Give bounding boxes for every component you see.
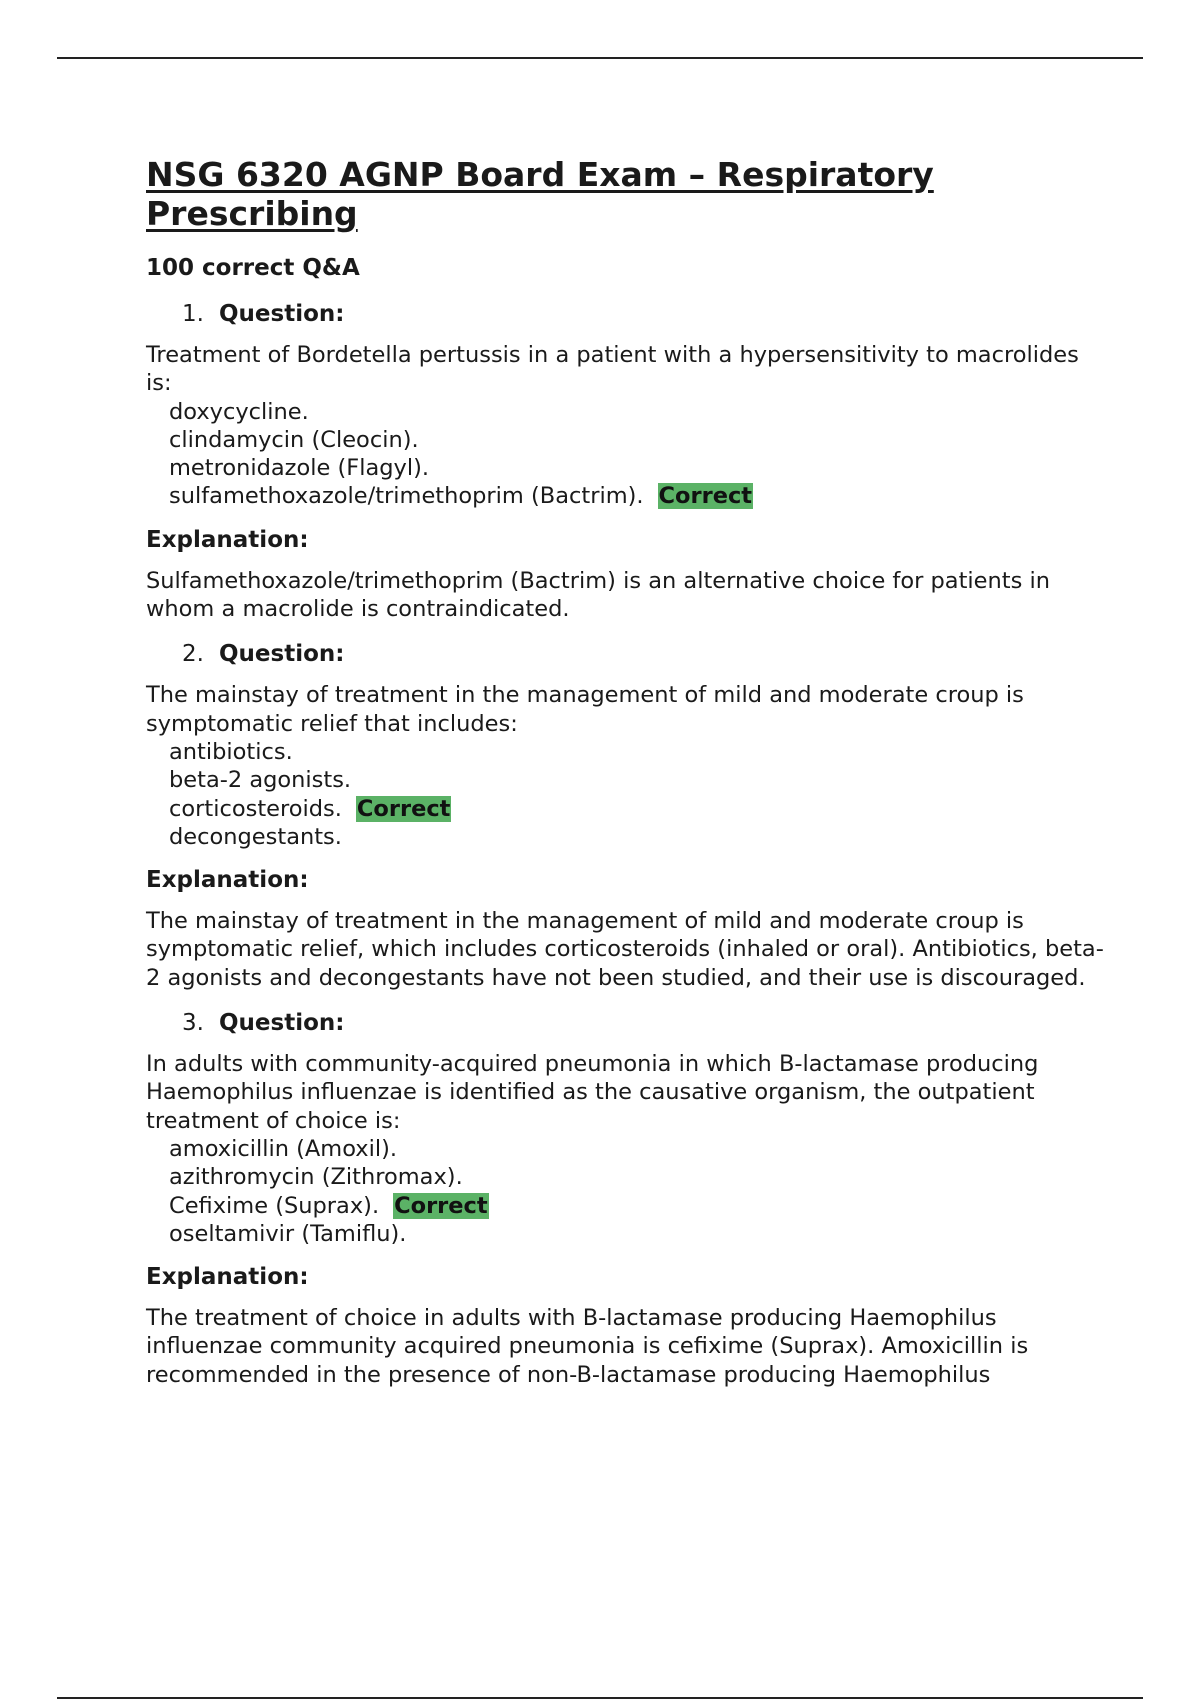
answer-option-text: sulfamethoxazole/trimethoprim (Bactrim). <box>169 483 644 510</box>
answer-options <box>146 398 1106 511</box>
answer-option <box>146 1192 1106 1220</box>
answer-option-text: decongestants. <box>169 823 342 850</box>
correct-badge: Correct <box>356 795 451 822</box>
question-list <box>146 299 1106 1389</box>
question-label: Question: <box>219 641 345 668</box>
answer-option-text: azithromycin (Zithromax). <box>169 1164 463 1191</box>
correct-badge: Correct <box>658 483 753 510</box>
question-label: Question: <box>219 301 345 327</box>
question-block <box>146 639 1106 992</box>
explanation-heading: Explanation: <box>146 526 309 553</box>
answer-option-text: beta-2 agonists. <box>169 767 352 794</box>
question-heading <box>146 1008 1106 1038</box>
question-label: Question: <box>219 1010 345 1037</box>
question-number: 2. <box>182 641 204 668</box>
answer-option-text: amoxicillin (Amoxil). <box>169 1135 398 1162</box>
answer-options <box>146 738 1106 851</box>
document-subtitle: 100 correct Q&A <box>146 255 360 281</box>
answer-option <box>146 795 1106 823</box>
answer-option <box>146 738 1106 766</box>
answer-option <box>146 1220 1106 1248</box>
answer-option <box>146 398 1106 426</box>
bottom-rule <box>57 1697 1143 1699</box>
document-title: NSG 6320 AGNP Board Exam – Respiratory Prescribing <box>146 155 934 233</box>
answer-option-text: metronidazole (Flagyl). <box>169 455 430 482</box>
question-block <box>146 1008 1106 1389</box>
document-body <box>146 155 1106 1389</box>
answer-option-text: doxycycline. <box>169 398 309 425</box>
explanation-heading: Explanation: <box>146 1264 309 1291</box>
question-number: 3. <box>182 1010 204 1037</box>
answer-option-text: oseltamivir (Tamiflu). <box>169 1220 407 1247</box>
answer-option-text: clindamycin (Cleocin). <box>169 426 419 453</box>
question-text: The mainstay of treatment in the management of mild and moderate croup is symptomatic relief that includes: <box>146 682 1024 737</box>
answer-option-text: antibiotics. <box>169 738 293 765</box>
answer-option-text: corticosteroids. <box>169 795 342 822</box>
correct-badge: Correct <box>394 1192 488 1219</box>
question-heading <box>146 639 1106 669</box>
explanation-text: Sulfamethoxazole/trimethoprim (Bactrim) is an alternative choice for patients in whom a macrolide is contraindicated. <box>146 567 1050 623</box>
question-text: In adults with community-acquired pneumonia in which B-lactamase producing Haemophilus influenzae is identified as the causative organism, the outpatient treatment of choice is: <box>146 1051 1039 1134</box>
answer-option <box>146 426 1106 454</box>
answer-option <box>146 454 1106 482</box>
answer-option-text: Cefixime (Suprax). <box>169 1192 380 1219</box>
explanation-heading: Explanation: <box>146 867 309 894</box>
answer-option <box>146 482 1106 510</box>
answer-option <box>146 766 1106 794</box>
answer-option <box>146 1163 1106 1191</box>
explanation-text: The treatment of choice in adults with B-lactamase producing Haemophilus influenzae community acquired pneumonia is cefixime (Suprax). Amoxicillin is recommended in the presence of non-B-lactamase producing Haemophilus <box>146 1305 1029 1388</box>
answer-option <box>146 1135 1106 1163</box>
answer-option <box>146 823 1106 851</box>
question-number: 1. <box>182 301 204 327</box>
question-heading <box>146 299 1106 329</box>
answer-options <box>146 1135 1106 1248</box>
question-block <box>146 299 1106 623</box>
question-text: Treatment of Bordetella pertussis in a patient with a hypersensitivity to macrolides is: <box>146 342 1079 397</box>
explanation-text: The mainstay of treatment in the management of mild and moderate croup is symptomatic relief, which includes corticosteroids (inhaled or oral). Antibiotics, beta-2 agonists and decongestants have not been studied, and their use is discouraged. <box>146 908 1104 991</box>
top-rule <box>57 57 1143 59</box>
